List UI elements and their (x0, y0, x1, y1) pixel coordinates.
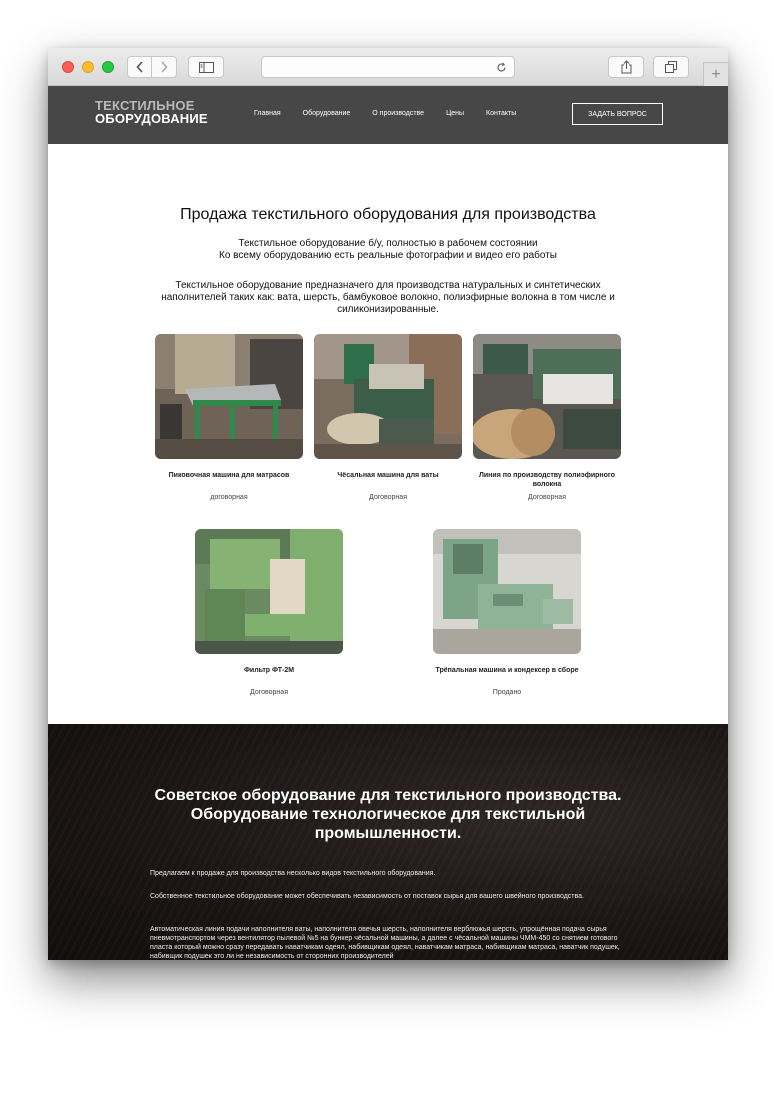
section-paragraph-1: Предлагаем к продаже для производства несколько видов текстильного оборудования. (150, 870, 436, 877)
site-logo[interactable] (95, 99, 208, 125)
product-price: Продано (492, 689, 522, 696)
ask-question-button[interactable]: ЗАДАТЬ ВОПРОС (572, 103, 663, 125)
product-title[interactable]: Чёсальная машина для ваты (337, 472, 439, 479)
product-title[interactable]: Трёпальная машина и кондексер в сборе (435, 667, 579, 674)
section-paragraph-2: Собственное текстильное оборудование может обеспечивать независимость от поставок сырья для вашего швейного производства. (150, 893, 584, 900)
product-price: Договорная (369, 494, 407, 501)
product-photo-filter-ft2m[interactable] (195, 529, 343, 654)
logo-line2: ОБОРУДОВАНИЕ (95, 111, 208, 126)
share-icon (621, 60, 632, 74)
subtitle-line2: Ко всему оборудованию есть реальные фотографии и видео его работы (219, 250, 557, 261)
back-button[interactable] (127, 56, 152, 78)
product-photo-polyester-line[interactable] (473, 334, 621, 459)
browser-window (48, 48, 728, 960)
product-card[interactable] (433, 529, 581, 696)
main-menu (254, 110, 538, 117)
browser-toolbar (48, 48, 728, 86)
product-title[interactable]: Линия по производству полиэфирного волокна (478, 472, 616, 488)
about-equipment-section (48, 724, 728, 960)
product-photo-scutching-machine[interactable] (433, 529, 581, 654)
product-price: Договорная (250, 689, 288, 696)
share-button[interactable] (608, 56, 644, 78)
close-window-button[interactable] (62, 61, 74, 73)
logo-line1: ТЕКСТИЛЬНОЕ (95, 98, 195, 113)
chevron-left-icon (136, 61, 144, 73)
menu-item-prices[interactable]: Цены (446, 110, 465, 117)
section-paragraph-3: Автоматическая линия подачи наполнителя ваты, наполнителя овечья шерсть, наполнителя верблюжья шерсть, упрощённая подача сырья пневмотранспортом через вентилятор пылевой №5 на бункер чёсальной машины, а далее с чёсальной машины ЧММ-450 со снятием готового пласта который можно сразу передавать наватчикам одеял, набивщикам одеял, наватчикам матраса, набивщикам матраса, наватчик подушек, набивщик подушек это ли не независимость от сторонних производителей (150, 926, 620, 960)
product-card[interactable] (473, 334, 621, 501)
product-photo-carding-machine[interactable] (314, 334, 462, 459)
product-price: Договорная (528, 494, 566, 501)
tabs-icon (665, 61, 677, 73)
product-card[interactable] (314, 334, 462, 501)
page-description: Текстильное оборудование предназначего для производства натуральных и синтетических наполнителей таких как: вата, шерсть, бамбуковое волокно, полиэфирные волокна в том числе и силиконизированные. (161, 280, 615, 315)
address-bar[interactable] (261, 56, 515, 78)
menu-item-home[interactable]: Главная (254, 110, 281, 117)
reload-icon[interactable] (496, 62, 507, 73)
page-title: Продажа текстильного оборудования для производства (180, 206, 596, 223)
main-section (48, 144, 728, 724)
tabs-overview-button[interactable] (653, 56, 689, 78)
menu-item-contacts[interactable]: Контакты (486, 110, 517, 117)
product-title[interactable]: Пиковочная машина для матрасов (168, 472, 290, 479)
forward-button[interactable] (152, 56, 177, 78)
maximize-window-button[interactable] (102, 61, 114, 73)
product-photo-quilting-machine[interactable] (155, 334, 303, 459)
site-header (48, 86, 728, 144)
chevron-right-icon (160, 61, 168, 73)
product-price: договорная (210, 494, 248, 501)
plus-icon: + (711, 65, 721, 83)
sidebar-toggle-button[interactable] (188, 56, 224, 78)
product-card[interactable] (195, 529, 343, 696)
menu-item-about-production[interactable]: О производстве (372, 110, 425, 117)
minimize-window-button[interactable] (82, 61, 94, 73)
sidebar-icon (199, 62, 214, 73)
section-heading: Советское оборудование для текстильного производства. Оборудование технологическое для текстильной промышленности. (154, 787, 622, 842)
product-card[interactable] (155, 334, 303, 501)
subtitle-line1: Текстильное оборудование б/у, полностью в рабочем состоянии (238, 238, 538, 249)
new-tab-button[interactable] (703, 62, 728, 86)
product-title[interactable]: Фильтр ФТ-2М (243, 667, 295, 674)
menu-item-equipment[interactable]: Оборудование (302, 110, 351, 117)
